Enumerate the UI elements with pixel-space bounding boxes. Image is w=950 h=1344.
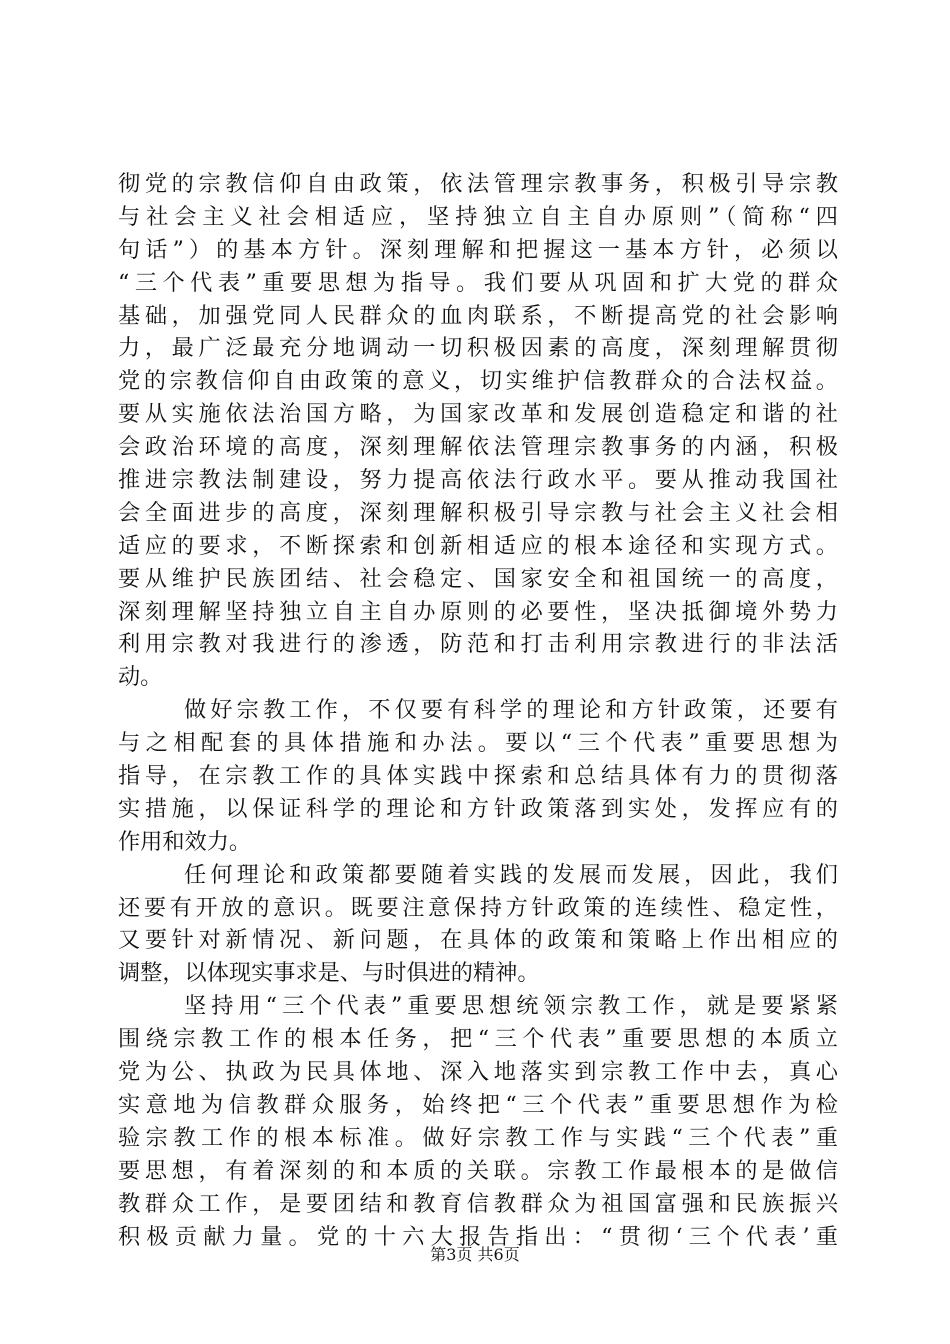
paragraph-first-line: 任何理论和政策都要随着实践的发展而发展，因此，我们 xyxy=(184,861,838,888)
text-line: 要思想，有着深刻的和本质的关联。宗教工作最根本的是做信 xyxy=(118,1157,838,1184)
text-line: 推进宗教法制建设，努力提高依法行政水平。要从推动我国社 xyxy=(118,467,838,494)
text-line: 与社会主义社会相适应，坚持独立自主自办原则”（简称“四 xyxy=(118,203,838,230)
text-line: 与之相配套的具体措施和办法。要以“三个代表”重要思想为 xyxy=(118,730,838,757)
text-line: 基础，加强党同人民群众的血肉联系，不断提高党的社会影响 xyxy=(118,302,838,329)
text-line: 党的宗教信仰自由政策的意义，切实维护信教群众的合法权益。 xyxy=(118,368,838,395)
text-line: 句话”）的基本方针。深刻理解和把握这一基本方针，必须以 xyxy=(118,236,838,263)
page-footer xyxy=(0,1245,950,1265)
text-line: 调整，以体现实事求是、与时俱进的精神。 xyxy=(118,960,540,987)
text-line: 验宗教工作的根本标准。做好宗教工作与实践“三个代表”重 xyxy=(118,1124,838,1151)
text-line: 围绕宗教工作的根本任务，把“三个代表”重要思想的本质立 xyxy=(118,1026,838,1053)
body-text xyxy=(118,168,838,1253)
text-line: 要从实施依法治国方略，为国家改革和发展创造稳定和谐的社 xyxy=(118,401,838,428)
text-line: 又要针对新情况、新问题，在具体的政策和策略上作出相应的 xyxy=(118,927,838,954)
text-line: “三个代表”重要思想为指导。我们要从巩固和扩大党的群众 xyxy=(118,269,838,296)
text-line: 深刻理解坚持独立自主自办原则的必要性，坚决抵御境外势力 xyxy=(118,598,838,625)
text-line: 党为公、执政为民具体地、深入地落实到宗教工作中去，真心 xyxy=(118,1059,838,1086)
text-line: 会政治环境的高度，深刻理解依法管理宗教事务的内涵，积极 xyxy=(118,434,838,461)
text-line: 彻党的宗教信仰自由政策，依法管理宗教事务，积极引导宗教 xyxy=(118,171,838,197)
text-line: 会全面进步的高度，深刻理解积极引导宗教与社会主义社会相 xyxy=(118,499,838,526)
text-line: 教群众工作，是要团结和教育信教群众为祖国富强和民族振兴 xyxy=(118,1190,838,1217)
text-line: 实措施，以保证科学的理论和方针政策落到实处，发挥应有的 xyxy=(118,795,838,822)
text-line: 还要有开放的意识。既要注意保持方针政策的连续性、稳定性， xyxy=(118,894,838,921)
paragraph-first-line: 坚持用“三个代表”重要思想统领宗教工作，就是要紧紧 xyxy=(184,993,838,1020)
text-line: 要从维护民族团结、社会稳定、国家安全和祖国统一的高度， xyxy=(118,565,838,592)
text-line: 力，最广泛最充分地调动一切积极因素的高度，深刻理解贯彻 xyxy=(118,335,838,362)
text-line: 积极贡献力量。党的十六大报告指出：“贯彻‘三个代表’重 xyxy=(118,1223,838,1250)
text-line: 动。 xyxy=(118,664,163,691)
text-line: 利用宗教对我进行的渗透，防范和打击利用宗教进行的非法活 xyxy=(118,631,838,658)
text-line: 适应的要求，不断探索和创新相适应的根本途径和实现方式。 xyxy=(118,532,838,559)
paragraph-first-line: 做好宗教工作，不仅要有科学的理论和方针政策，还要有 xyxy=(184,697,838,724)
text-line: 指导，在宗教工作的具体实践中探索和总结具体有力的贯彻落 xyxy=(118,763,838,790)
text-line: 实意地为信教群众服务，始终把“三个代表”重要思想作为检 xyxy=(118,1091,838,1118)
text-line: 作用和效力。 xyxy=(118,828,252,855)
page-number-label: 第3页 共6页 xyxy=(430,1245,520,1264)
